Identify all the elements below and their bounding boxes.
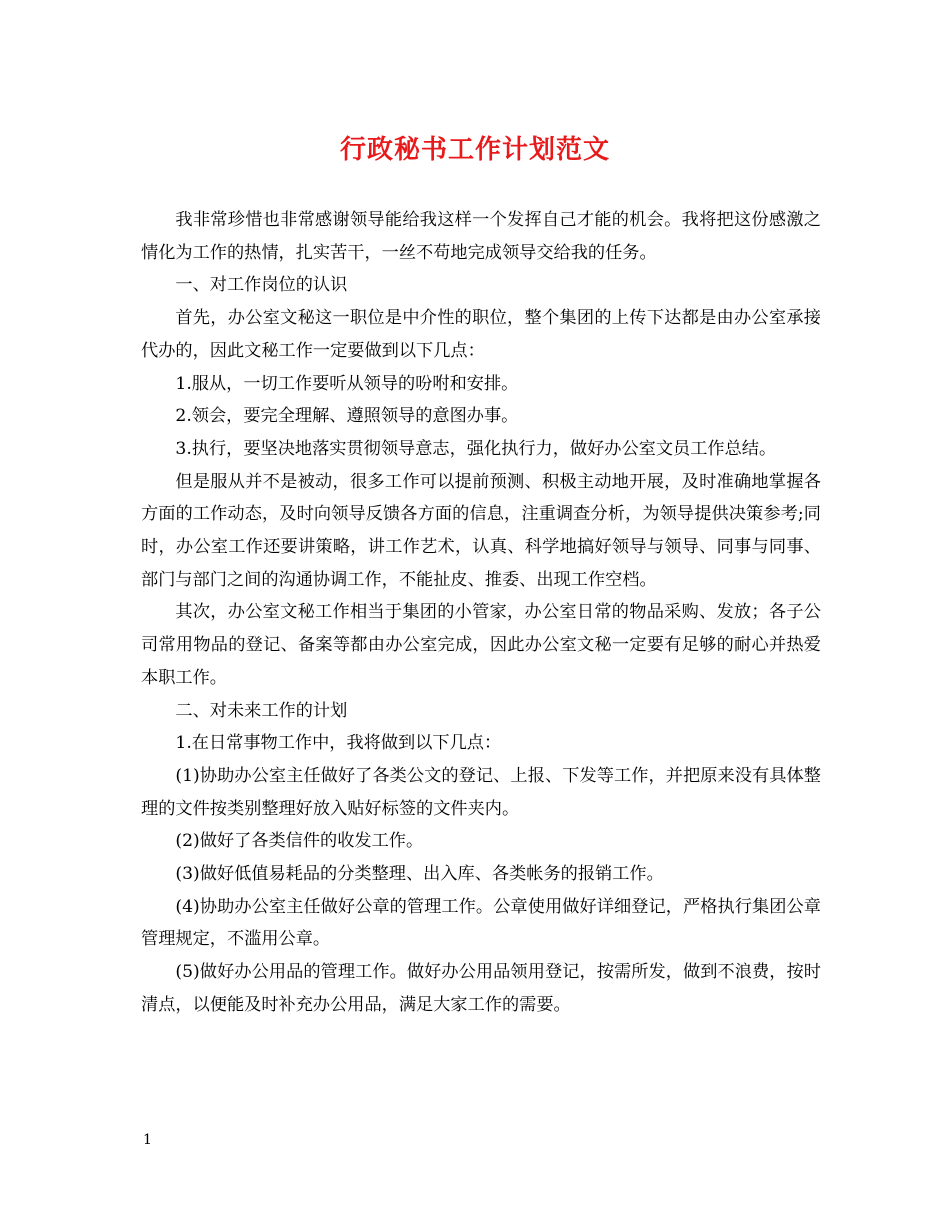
list-item: 1.服从，一切工作要听从领导的吩咐和安排。 xyxy=(175,373,519,394)
paragraph: 其次，办公室文秘工作相当于集团的小管家，办公室日常的物品采购、发放；各子公司常用物品的登记、备案等都由办公室完成，因此办公室文秘一定要有足够的耐心并热爱本职工作。 xyxy=(141,602,821,688)
list-item: 3.执行，要坚决地落实贯彻领导意志，强化执行力，做好办公室文员工作总结。 xyxy=(175,438,777,459)
paragraph: 但是服从并不是被动，很多工作可以提前预测、积极主动地开展，及时准确地掌握各方面的工作动态，及时向领导反馈各方面的信息，注重调查分析，为领导提供决策参考;同时，办公室工作还要讲策略，讲工作艺术，认真、科学地搞好领导与领导、同事与同事、部门与部门之间的沟通协调工作，不能扯皮、推委、出现工作空档。 xyxy=(141,471,821,590)
paragraph-intro: 我非常珍惜也非常感谢领导能给我这样一个发挥自己才能的机会。我将把这份感激之情化为工作的热情，扎实苦干，一丝不苟地完成领导交给我的任务。 xyxy=(141,210,821,263)
document-body xyxy=(141,204,821,1022)
section-heading-2: 二、对未来工作的计划 xyxy=(175,700,348,721)
list-item: 2.领会，要完全理解、遵照领导的意图办事。 xyxy=(175,406,519,427)
list-item: 1.在日常事物工作中，我将做到以下几点： xyxy=(175,733,502,754)
list-item: (2)做好了各类信件的收发工作。 xyxy=(175,831,424,852)
paragraph: 首先，办公室文秘这一职位是中介性的职位，整个集团的上传下达都是由办公室承接代办的，因此文秘工作一定要做到以下几点： xyxy=(141,308,821,361)
list-item: (3)做好低值易耗品的分类整理、出入库、各类帐务的报销工作。 xyxy=(175,864,664,885)
list-item: (5)做好办公用品的管理工作。做好办公用品领用登记，按需所发，做到不浪费，按时清点，以便能及时补充办公用品，满足大家工作的需要。 xyxy=(141,962,821,1015)
section-heading-1: 一、对工作岗位的认识 xyxy=(175,275,348,296)
document-title: 行政秘书工作计划范文 xyxy=(339,135,610,165)
list-item: (1)协助办公室主任做好了各类公文的登记、上报、下发等工作，并把原来没有具体整理的文件按类别整理好放入贴好标签的文件夹内。 xyxy=(141,765,821,819)
page-number: 1 xyxy=(143,1132,152,1148)
list-item: (4)协助办公室主任做好公章的管理工作。公章使用做好详细登记，严格执行集团公章管理规定，不滥用公章。 xyxy=(141,896,821,950)
